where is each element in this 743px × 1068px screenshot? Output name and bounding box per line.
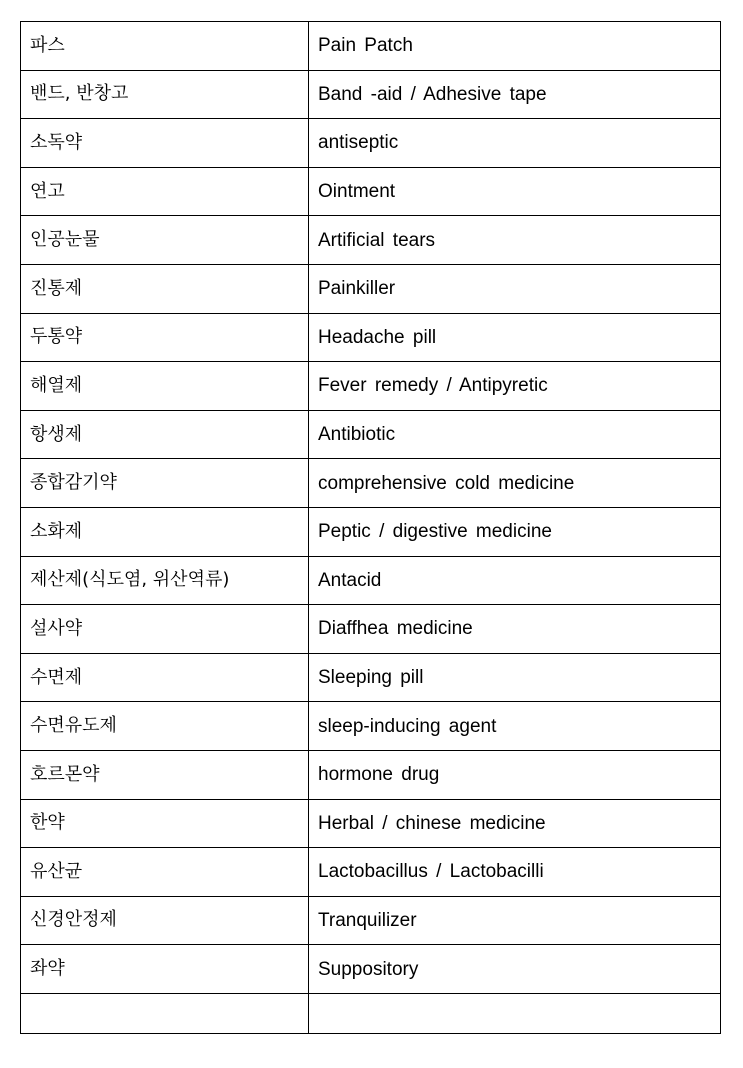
korean-term-cell: 소화제 — [21, 507, 309, 556]
english-term-cell: Ointment — [309, 167, 721, 216]
korean-term-cell: 제산제(식도염, 위산역류) — [21, 556, 309, 605]
english-term-cell: Antibiotic — [309, 410, 721, 459]
table-row — [21, 362, 721, 411]
english-term-cell: Fever remedy / Antipyretic — [309, 362, 721, 411]
korean-term-cell: 신경안정제 — [21, 896, 309, 945]
table-row — [21, 264, 721, 313]
table-row — [21, 22, 721, 71]
table-row — [21, 507, 721, 556]
english-term-cell: comprehensive cold medicine — [309, 459, 721, 508]
english-term-cell: sleep-inducing agent — [309, 702, 721, 751]
english-term-cell: Pain Patch — [309, 22, 721, 71]
korean-term-cell: 연고 — [21, 167, 309, 216]
english-term-cell: Peptic / digestive medicine — [309, 507, 721, 556]
table-body — [21, 22, 721, 1034]
korean-term-cell: 두통약 — [21, 313, 309, 362]
korean-term-cell: 해열제 — [21, 362, 309, 411]
english-term-cell: Herbal / chinese medicine — [309, 799, 721, 848]
korean-term-cell: 수면유도제 — [21, 702, 309, 751]
table-row — [21, 119, 721, 168]
english-term-cell: hormone drug — [309, 750, 721, 799]
table-row — [21, 410, 721, 459]
table-row — [21, 459, 721, 508]
korean-term-cell: 파스 — [21, 22, 309, 71]
table-row — [21, 848, 721, 897]
korean-term-cell: 한약 — [21, 799, 309, 848]
table-row — [21, 216, 721, 265]
table-row — [21, 750, 721, 799]
english-term-cell: Lactobacillus / Lactobacilli — [309, 848, 721, 897]
table-row — [21, 556, 721, 605]
korean-term-cell: 종합감기약 — [21, 459, 309, 508]
english-term-cell: Headache pill — [309, 313, 721, 362]
english-term-cell: Suppository — [309, 945, 721, 994]
korean-term-cell: 밴드, 반창고 — [21, 70, 309, 119]
table-row — [21, 605, 721, 654]
english-term-cell: Sleeping pill — [309, 653, 721, 702]
table-row — [21, 653, 721, 702]
english-term-cell: Tranquilizer — [309, 896, 721, 945]
table-row — [21, 702, 721, 751]
korean-term-cell: 진통제 — [21, 264, 309, 313]
english-term-cell: Band -aid / Adhesive tape — [309, 70, 721, 119]
korean-term-cell: 호르몬약 — [21, 750, 309, 799]
english-term-cell: Artificial tears — [309, 216, 721, 265]
english-term-cell: Antacid — [309, 556, 721, 605]
korean-term-cell — [21, 993, 309, 1033]
korean-term-cell: 좌약 — [21, 945, 309, 994]
table-row — [21, 313, 721, 362]
table-row — [21, 167, 721, 216]
english-term-cell: Diaffhea medicine — [309, 605, 721, 654]
table-row — [21, 799, 721, 848]
english-term-cell: Painkiller — [309, 264, 721, 313]
table-row-blank — [21, 993, 721, 1033]
korean-term-cell: 항생제 — [21, 410, 309, 459]
korean-term-cell: 소독약 — [21, 119, 309, 168]
english-term-cell: antiseptic — [309, 119, 721, 168]
korean-term-cell: 인공눈물 — [21, 216, 309, 265]
table-row — [21, 70, 721, 119]
korean-term-cell: 설사약 — [21, 605, 309, 654]
table-row — [21, 896, 721, 945]
korean-term-cell: 수면제 — [21, 653, 309, 702]
medicine-vocabulary-table — [20, 21, 721, 1034]
table-row — [21, 945, 721, 994]
korean-term-cell: 유산균 — [21, 848, 309, 897]
english-term-cell — [309, 993, 721, 1033]
